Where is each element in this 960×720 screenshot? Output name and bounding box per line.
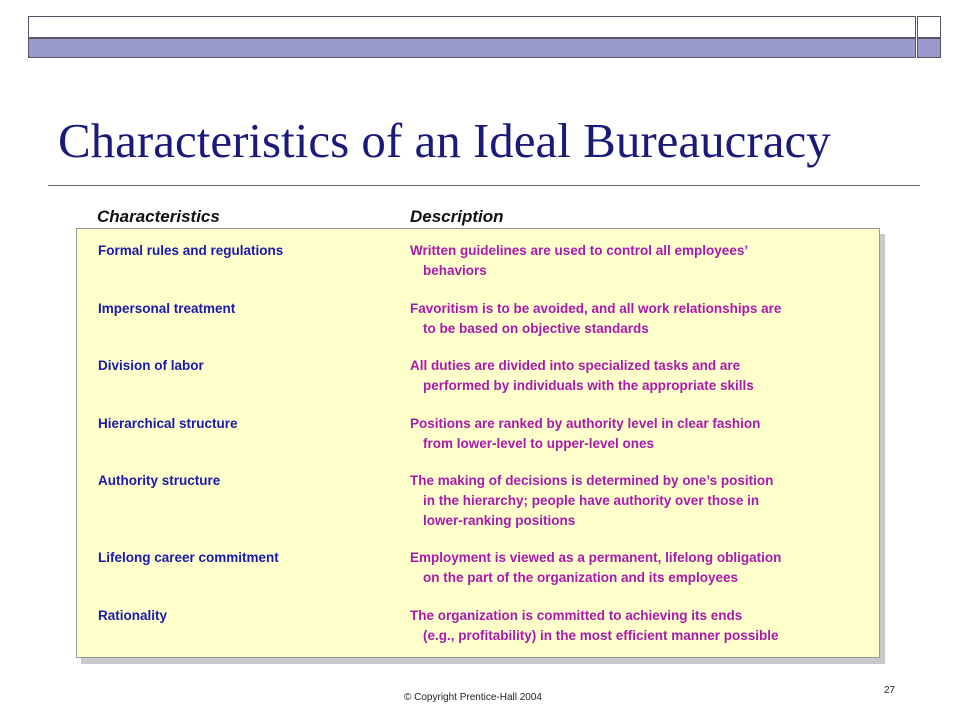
column-header-description: Description bbox=[410, 207, 504, 226]
top-decor-bar bbox=[28, 16, 916, 38]
page-number: 27 bbox=[884, 685, 896, 696]
characteristic-label: Hierarchical structure bbox=[98, 416, 238, 431]
description-line: The organization is committed to achieving its ends bbox=[410, 608, 743, 623]
description-line: Favoritism is to be avoided, and all work relationships are bbox=[410, 301, 782, 316]
characteristic-label: Authority structure bbox=[98, 473, 221, 488]
description-text bbox=[410, 548, 870, 588]
description-line: All duties are divided into specialized tasks and are bbox=[410, 358, 741, 373]
description-line: performed by individuals with the appropriate skills bbox=[423, 378, 754, 393]
copyright-notice: © Copyright Prentice-Hall 2004 bbox=[404, 692, 542, 703]
description-text bbox=[410, 414, 870, 454]
description-text bbox=[410, 471, 870, 531]
description-line: Employment is viewed as a permanent, lifelong obligation bbox=[410, 550, 782, 565]
description-line: to be based on objective standards bbox=[423, 321, 649, 336]
characteristic-label: Impersonal treatment bbox=[98, 301, 236, 316]
description-text bbox=[410, 356, 870, 396]
description-line: from lower-level to upper-level ones bbox=[423, 436, 655, 451]
top-decor-square bbox=[917, 16, 941, 38]
description-text bbox=[410, 606, 870, 646]
description-line: (e.g., profitability) in the most efficient manner possible bbox=[423, 628, 779, 643]
characteristic-label: Formal rules and regulations bbox=[98, 243, 284, 258]
description-line: The making of decisions is determined by one’s position bbox=[410, 473, 774, 488]
description-line: behaviors bbox=[423, 263, 487, 278]
characteristic-label: Rationality bbox=[98, 608, 168, 623]
characteristics-table bbox=[76, 228, 880, 658]
description-line: Written guidelines are used to control all employees’ bbox=[410, 243, 749, 258]
description-line: in the hierarchy; people have authority over those in bbox=[423, 493, 760, 508]
accent-decor-bar bbox=[28, 38, 916, 58]
column-header-characteristics: Characteristics bbox=[97, 207, 220, 226]
description-line: lower-ranking positions bbox=[423, 513, 576, 528]
accent-decor-square bbox=[917, 38, 941, 58]
characteristic-label: Lifelong career commitment bbox=[98, 550, 279, 565]
characteristic-label: Division of labor bbox=[98, 358, 204, 373]
description-line: Positions are ranked by authority level in clear fashion bbox=[410, 416, 761, 431]
description-text bbox=[410, 241, 870, 281]
description-line: on the part of the organization and its employees bbox=[423, 570, 739, 585]
slide-title: Characteristics of an Ideal Bureaucracy bbox=[58, 113, 831, 168]
description-text bbox=[410, 299, 870, 339]
title-divider bbox=[48, 185, 920, 186]
